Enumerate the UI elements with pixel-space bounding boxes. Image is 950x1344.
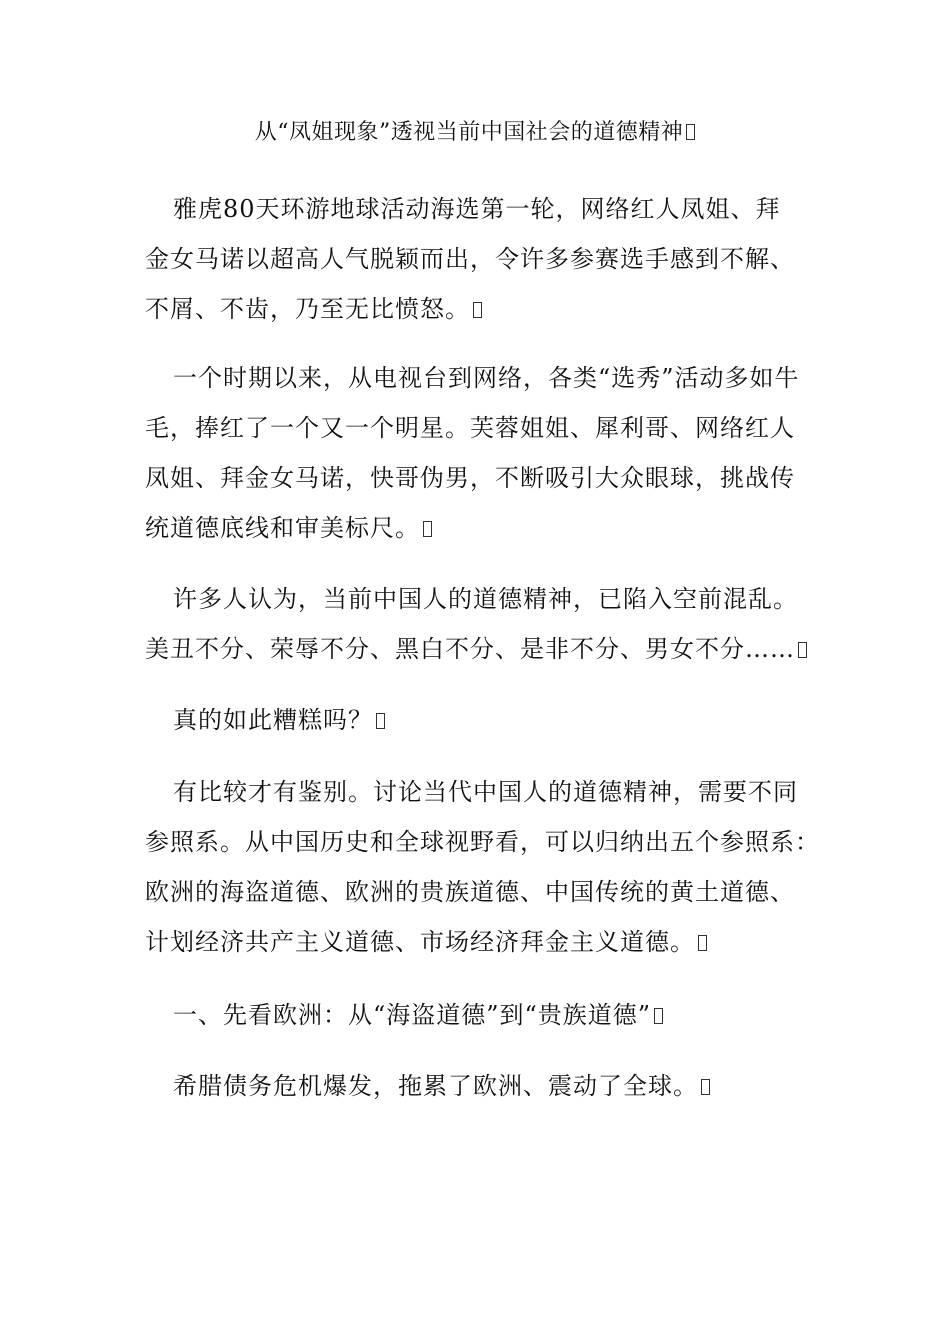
section-heading-1 bbox=[145, 990, 810, 1040]
paragraph-3 bbox=[145, 574, 810, 674]
paragraph-line bbox=[145, 574, 810, 624]
line-text: 参照系。从中国历史和全球视野看，可以归纳出五个参照系： bbox=[145, 828, 820, 856]
line-text: 一个时期以来，从电视台到网络，各类“选秀”活动多如牛 bbox=[173, 364, 800, 392]
paragraph-line bbox=[145, 503, 810, 553]
heading-line bbox=[145, 990, 810, 1040]
line-text: 许多人认为，当前中国人的道德精神，已陷入空前混乱。 bbox=[173, 585, 798, 613]
line-text: 金女马诺以超高人气脱颖而出，令许多参赛选手感到不解、 bbox=[145, 245, 795, 273]
line-text: 雅虎80天环游地球活动海选第一轮，网络红人凤姐、拜 bbox=[173, 195, 781, 223]
paragraph-line bbox=[145, 767, 810, 817]
line-text: 计划经济共产主义道德、市场经济拜金主义道德。 bbox=[145, 928, 695, 956]
paragraph-line bbox=[145, 695, 810, 745]
line-text: 有比较才有鉴别。讨论当代中国人的道德精神，需要不同 bbox=[173, 778, 798, 806]
paragraph-mark-icon bbox=[473, 302, 482, 318]
paragraph-4 bbox=[145, 695, 810, 745]
line-text: 不屑、不齿，乃至无比愤怒。 bbox=[145, 295, 470, 323]
paragraph-mark-icon bbox=[376, 713, 385, 729]
line-text: 真的如此糟糕吗？ bbox=[173, 706, 373, 734]
paragraph-1 bbox=[145, 184, 810, 334]
paragraph-6 bbox=[145, 1061, 810, 1111]
paragraph-mark-icon bbox=[686, 124, 695, 140]
paragraph-line bbox=[145, 403, 810, 453]
paragraph-line bbox=[145, 917, 810, 967]
paragraph-mark-icon bbox=[654, 1008, 663, 1024]
paragraph-mark-icon bbox=[798, 642, 807, 658]
paragraph-mark-icon bbox=[701, 1079, 710, 1095]
paragraph-line bbox=[145, 284, 810, 334]
paragraph-line bbox=[145, 453, 810, 503]
paragraph-line bbox=[145, 184, 810, 234]
document-title bbox=[0, 116, 950, 150]
line-text: 凤姐、拜金女马诺，快哥伪男，不断吸引大众眼球，挑战传 bbox=[145, 464, 795, 492]
paragraph-2 bbox=[145, 353, 810, 553]
line-text: 希腊债务危机爆发，拖累了欧洲、震动了全球。 bbox=[173, 1072, 698, 1100]
paragraph-mark-icon bbox=[698, 935, 707, 951]
paragraph-line bbox=[145, 867, 810, 917]
paragraph-line bbox=[145, 1061, 810, 1111]
line-text: 毛，捧红了一个又一个明星。芙蓉姐姐、犀利哥、网络红人 bbox=[145, 414, 795, 442]
paragraph-line bbox=[145, 234, 810, 284]
line-text: 统道德底线和审美标尺。 bbox=[145, 514, 420, 542]
line-text: 欧洲的海盗道德、欧洲的贵族道德、中国传统的黄土道德、 bbox=[145, 878, 795, 906]
heading-text: 一、先看欧洲：从“海盗道德”到“贵族道德” bbox=[173, 1001, 652, 1029]
paragraph-line bbox=[145, 817, 820, 867]
document-title-text: 从“凤姐现象”透视当前中国社会的道德精神 bbox=[254, 120, 684, 145]
line-text: 美丑不分、荣辱不分、黑白不分、是非不分、男女不分…… bbox=[145, 635, 795, 663]
paragraph-mark-icon bbox=[423, 521, 432, 537]
paragraph-line bbox=[145, 624, 810, 674]
paragraph-line bbox=[145, 353, 810, 403]
paragraph-5 bbox=[145, 767, 820, 967]
